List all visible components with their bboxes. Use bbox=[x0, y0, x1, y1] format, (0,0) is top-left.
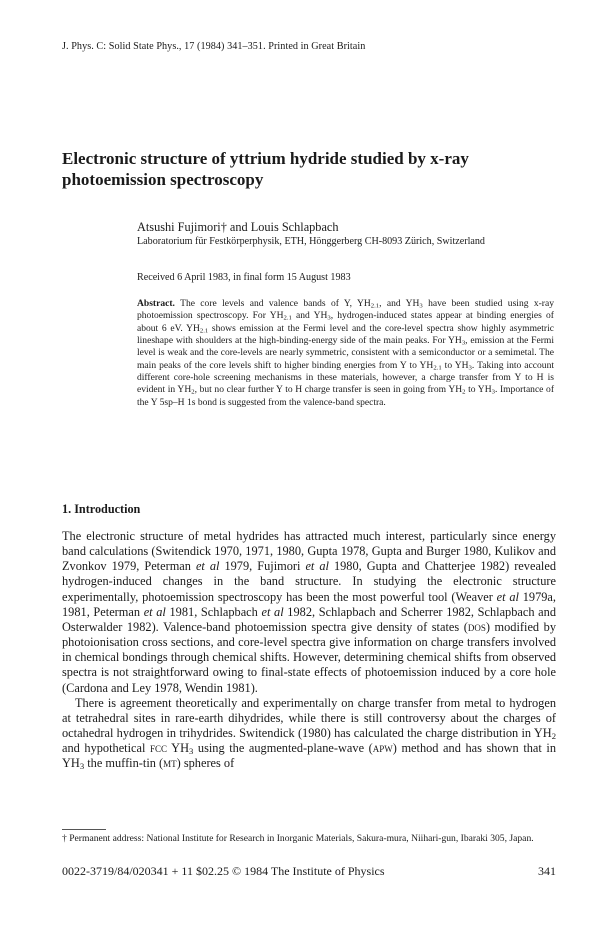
page-number: 341 bbox=[538, 864, 556, 878]
footnote-rule bbox=[62, 829, 106, 830]
paper-title: Electronic structure of yttrium hydride studied by x-ray photoemission spectroscopy bbox=[62, 149, 469, 189]
authors: Atsushi Fujimori† and Louis Schlapbach bbox=[137, 220, 339, 234]
abstract-label: Abstract. bbox=[137, 298, 175, 309]
affiliation: Laboratorium für Festkörperphysik, ETH, Hönggerberg CH-8093 Zürich, Switzerland bbox=[137, 236, 485, 247]
paragraph: There is agreement theoretically and experimentally on charge transfer from metal to hydrogen at tetrahedral sites in rare-earth dihydrides, while there is still controversy about the charges of octahedral hydrogen in trihydrides. Switendick (1980) has calculated the charge distribution in $YH_2$ and hypothetical fcc $YH_3$ using the augmented-plane-wave (apw) method and has shown that in $YH_3$ the muffin-tin (mt) spheres of bbox=[62, 695, 557, 772]
footnote: † Permanent address: National Institute for Research in Inorganic Materials, Sakura-mura, Niihari-gun, Ibaraki 305, Japan. bbox=[62, 833, 534, 844]
abstract-text: The core levels and valence bands of Y, $YH_{2.1}$, and $YH_3$ have been studied using x-ray photoemission spectroscopy. For $YH_{2.1}$ and $YH_3$, hydrogen-induced states appear at binding energies of about 6 eV. $YH_{2.1}$ shows emission at the Fermi level and the core-level spectra show highly asymmetric lineshape with shoulders at the high-binding-energy side of the main peaks. For $YH_3$, emission at the Fermi level is weak and the core-levels are nearly symmetric, consistent with a semiconductor or a semimetal. The main peaks of the core levels shift to higher binding energies from Y to $YH_{2.1}$ to $YH_3$. Taking into account different core-hole screening mechanisms in these materials, however, a charge transfer from Y to H is evident in $YH_2$, but no clear further Y to H charge transfer is seen in going from $YH_2$ to $YH_3$. Importance of the Y 5sp–H 1s bond is suggested from the valence-band spectra. bbox=[137, 298, 555, 408]
copyright-line: 0022-3719/84/020341 + 11 $02.25 © 1984 The Institute of Physics bbox=[62, 864, 385, 878]
body-text bbox=[62, 529, 556, 772]
page-footer bbox=[62, 864, 556, 879]
journal-header: J. Phys. C: Solid State Phys., 17 (1984) 341–351. Printed in Great Britain bbox=[62, 41, 366, 52]
received-date: Received 6 April 1983, in final form 15 August 1983 bbox=[137, 272, 351, 283]
abstract bbox=[137, 298, 554, 409]
paragraph: The electronic structure of metal hydrides has attracted much interest, particularly since energy band calculations (Switendick 1970, 1971, 1980, Gupta 1978, Gupta and Burger 1980, Kulikov and Zvonkov 1979, Peterman et al 1979, Fujimori et al 1980, Gupta and Chatterjee 1982) revealed hydrogen-induced changes in the band structure. In studying the electronic structure experimentally, photoemission spectroscopy has been the most powerful tool (Weaver et al 1979a, 1981, Peterman et al 1981, Schlapbach et al 1982, Schlapbach and Scherrer 1982, Schlapbach and Osterwalder 1982). Valence-band photoemission spectra give density of states (dos) modified by photoionisation cross sections, and core-level spectra give information on charge transfers involved in chemical bondings through chemical shifts. However, determining chemical shifts from observed spectra is not straightforward owing to final-state effects of photoemission induced by a core hole (Cardona and Ley 1978, Wendin 1981). bbox=[62, 529, 556, 695]
section-heading: 1. Introduction bbox=[62, 502, 141, 516]
